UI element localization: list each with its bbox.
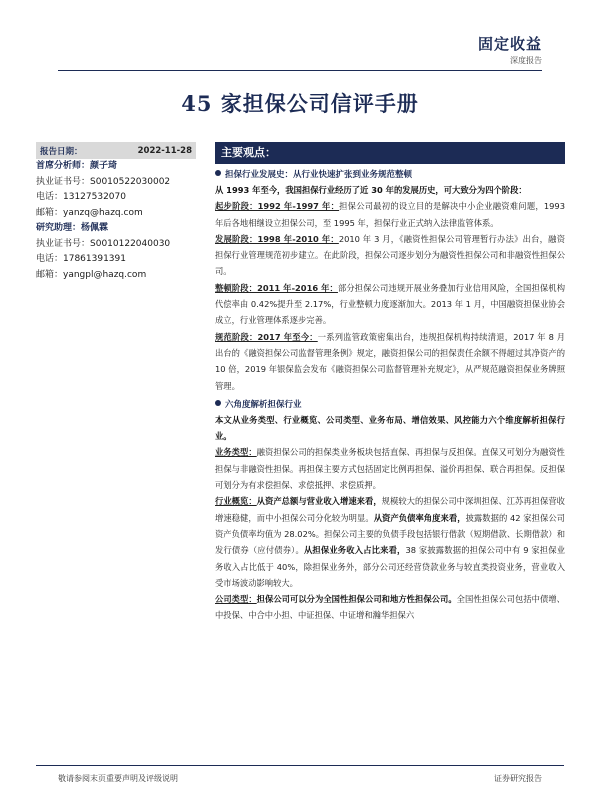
- analyst-email: 邮箱：yanzq@hazq.com: [36, 207, 143, 218]
- main-content: [215, 142, 565, 624]
- report-date-bar: [36, 142, 196, 159]
- footer-disclaimer: 敬请参阅末页重要声明及评级说明: [58, 774, 178, 783]
- footer-divider: [36, 765, 564, 766]
- assistant-phone: 电话：17861391391: [36, 254, 126, 264]
- report-date-value: 2022-11-28: [137, 145, 192, 156]
- analyst-cert: 执业证书号：S0010522030002: [36, 176, 171, 187]
- subheading-history: 担保行业发展史：从行业快速扩张到业务规范整顿: [215, 168, 565, 182]
- report-date-label: 报告日期：: [40, 146, 83, 157]
- bullet-icon: [215, 170, 221, 176]
- stage-1-paragraph: 起步阶段：1992 年-1997 年：担保公司最初的设立目的是解决中小企业融资难问题，1993 年后各地相继设立担保公司，至 1995 年，担保行业正式纳入法律监管体系。: [215, 201, 565, 228]
- stage-4-paragraph: 规范阶段：2017 年至今：一系列监管政策密集出台，违规担保机构持续清退，2017 年 8 月出台的《融资担保公司监督管理条例》规定，融资担保公司的担保责任余额不得超过其净资产的 10 倍，2019 年银保监会发布《融资担保公司监督管理补充规定》，从严规范融资担保业务牌照管理。: [215, 331, 566, 391]
- bullet-icon: [215, 400, 221, 406]
- header-divider: [58, 70, 542, 71]
- business-type-paragraph: 业务类型：融资担保公司的担保类业务板块包括直保、再担保与反担保。直保又可划分为融资性担保与非融资性担保。再担保主要方式包括固定比例再担保、溢价再担保、联合再担保。反担保可划分为有求偿担保、求偿抵押、求偿质押。: [215, 447, 565, 491]
- industry-overview-paragraph: 行业概览：从资产总额与营业收入增速来看，规模较大的担保公司中深圳担保、江苏再担保营收增速稳健，而中小担保公司分化较为明显。从资产负债率角度来看，披露数据的 42 家担保公司资产负债率均值为 28.02%。担保公司主要的负债手段包括银行借款（短期借款、长期借款）和发行债券（应付债券）。从担保业务收入占比来看，38 家披露数据的担保公司中有 9 家担保业务收入占比低于 40%，除担保业务外，部分公司还经营贷款业务与较直类投资业务，营业收入受市场波动影响较大。: [215, 496, 565, 588]
- stage-3-paragraph: 整顿阶段：2011 年-2016 年：部分担保公司违规开展业务叠加行业信用风险，全国担保机构代偿率由 0.42%提升至 2.17%，行业整顿力度逐渐加大。2013 年 1 月，中国融资担保业协会成立，行业管理体系逐步完善。: [215, 282, 565, 326]
- assistant-email: 邮箱：yangpl@hazq.com: [36, 269, 147, 280]
- page-title: 45 家担保公司信评手册: [181, 91, 419, 116]
- company-type-paragraph: 公司类型：担保公司可以分为全国性担保公司和地方性担保公司。全国性担保公司包括中债增、中投保、中合中小担、中证担保、中证增和瀚华担保六: [215, 594, 565, 621]
- subheading-six-angles: 六角度解析担保行业: [215, 398, 565, 412]
- assistant-cert: 执业证书号：S0010122040030: [36, 238, 171, 249]
- analyst-name: 首席分析师：颜子琦: [36, 161, 118, 171]
- report-subcategory: 深度报告: [510, 56, 542, 65]
- intro2-paragraph: 本文从业务类型、行业概览、公司类型、业务布局、增信效果、风控能力六个维度解析担保行业。: [215, 414, 565, 442]
- assistant-name: 研究助理：杨佩霖: [36, 223, 109, 233]
- report-category: 固定收益: [477, 35, 542, 53]
- footer-report-type: 证券研究报告: [494, 774, 542, 783]
- section-heading: 主要观点：: [215, 142, 565, 164]
- author-sidebar: [36, 142, 196, 283]
- intro-paragraph: 从 1993 年至今，我国担保行业经历了近 30 年的发展历史，可大致分为四个阶段：: [215, 185, 527, 195]
- analyst-phone: 电话：13127532070: [36, 192, 126, 202]
- stage-2-paragraph: 发展阶段：1998 年-2010 年：2010 年 3 月，《融资性担保公司管理暂行办法》出台，融资担保行业管理规范初步建立。在此阶段，担保公司逐步划分为融资性担保公司和非融资性担保公司。: [215, 233, 565, 277]
